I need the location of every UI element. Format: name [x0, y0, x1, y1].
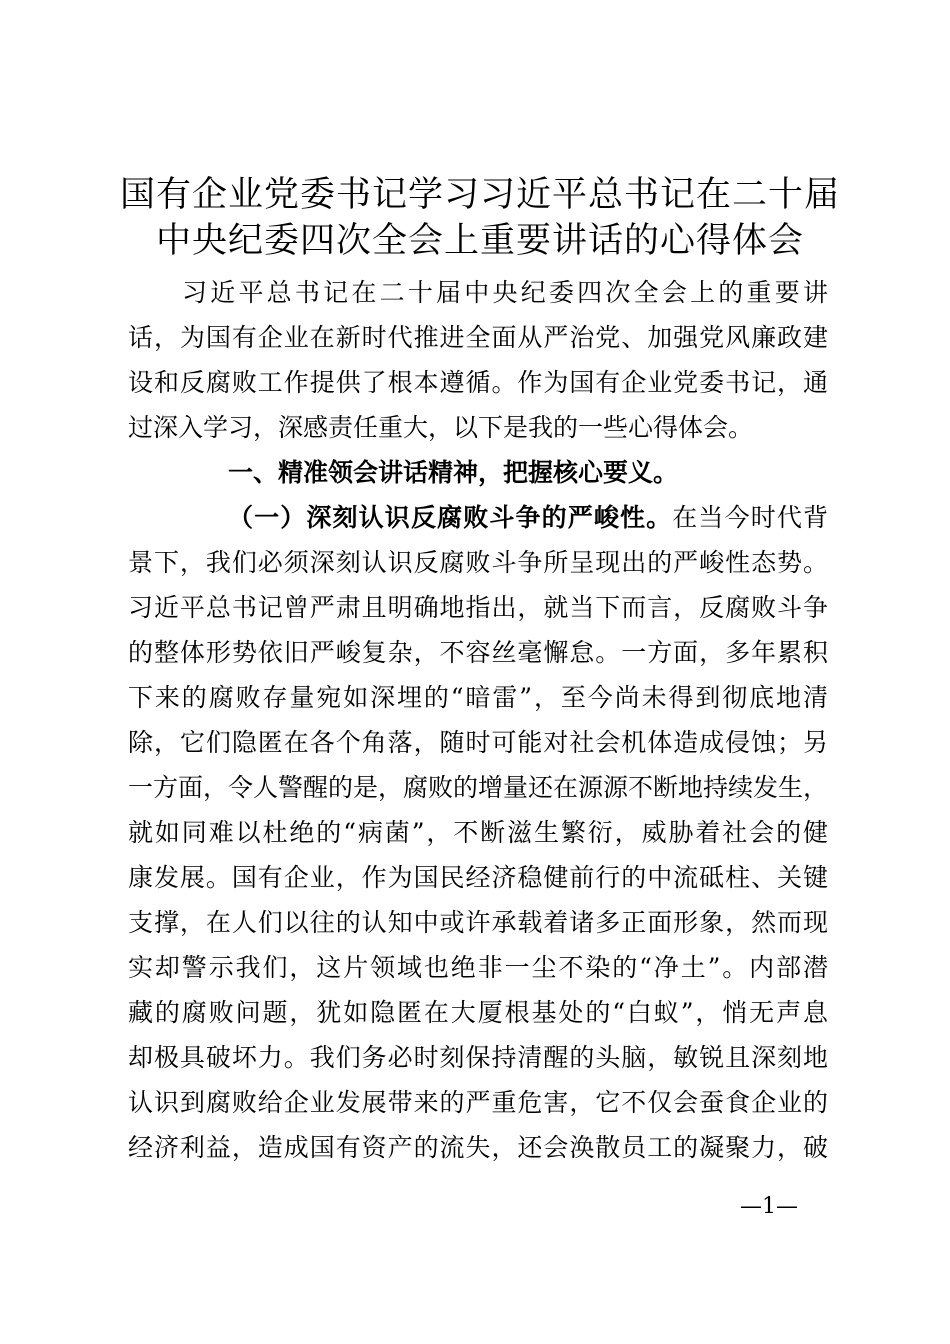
intro-paragraph-line-4: 过深入学习，深感责任重大，以下是我的一些心得体会。 [128, 413, 754, 442]
page-number: —1— [740, 1194, 798, 1219]
body-line-7: 就如同难以杜绝的“病菌”，不断滋生繁衍，威胁着社会的健 [128, 818, 828, 847]
body-line-4: 下来的腐败存量宛如深埋的“暗雷”，至今尚未得到彻底地清 [128, 683, 828, 712]
subsection-first-line [128, 495, 828, 540]
body-line-2: 习近平总书记曾严肃且明确地指出，就当下而言，反腐败斗争 [128, 593, 828, 622]
intro-paragraph-line-2: 话，为国有企业在新时代推进全面从严治党、加强党风廉政建 [128, 323, 828, 352]
body-line-9: 支撑，在人们以往的认知中或许承载着诸多正面形象，然而现 [128, 908, 828, 937]
body-line-11: 藏的腐败问题，犹如隐匿在大厦根基处的“白蚁”，悄无声息 [128, 998, 828, 1027]
body-line-6: 一方面，令人警醒的是，腐败的增量还在源源不断地持续发生， [128, 773, 829, 802]
intro-paragraph-line-3: 设和反腐败工作提供了根本遵循。作为国有企业党委书记，通 [128, 368, 828, 397]
body-line-14: 经济利益，造成国有资产的流失，还会涣散员工的凝聚力，破 [128, 1133, 828, 1162]
section-heading: 一、精准领会讲话精神，把握核心要义。 [228, 458, 679, 487]
document-title [100, 172, 860, 264]
body-line-13: 认识到腐败给企业发展带来的严重危害，它不仅会蚕食企业的 [128, 1088, 828, 1117]
document-body [128, 270, 828, 1170]
title-line-1: 国有企业党委书记学习习近平总书记在二十届 [119, 175, 840, 215]
intro-paragraph-line-1: 习近平总书记在二十届中央纪委四次全会上的重要讲 [182, 278, 828, 307]
subsection-heading: （一）深刻认识反腐败斗争的严峻性。 [228, 503, 673, 532]
body-line-3: 的整体形势依旧严峻复杂，不容丝毫懈怠。一方面，多年累积 [128, 638, 828, 667]
body-line-12: 却极具破坏力。我们务必时刻保持清醒的头脑，敏锐且深刻地 [128, 1043, 828, 1072]
subsection-first-line-rest: 在当今时代背 [672, 503, 828, 532]
body-line-5: 除，它们隐匿在各个角落，随时可能对社会机体造成侵蚀；另 [128, 728, 828, 757]
body-line-8: 康发展。国有企业，作为国民经济稳健前行的中流砥柱、关键 [128, 863, 828, 892]
title-line-2: 中央纪委四次全会上重要讲话的心得体会 [155, 221, 804, 261]
body-line-10: 实却警示我们，这片领域也绝非一尘不染的“净土”。内部潜 [128, 953, 828, 982]
body-line-1: 景下，我们必须深刻认识反腐败斗争所呈现出的严峻性态势。 [128, 548, 828, 577]
